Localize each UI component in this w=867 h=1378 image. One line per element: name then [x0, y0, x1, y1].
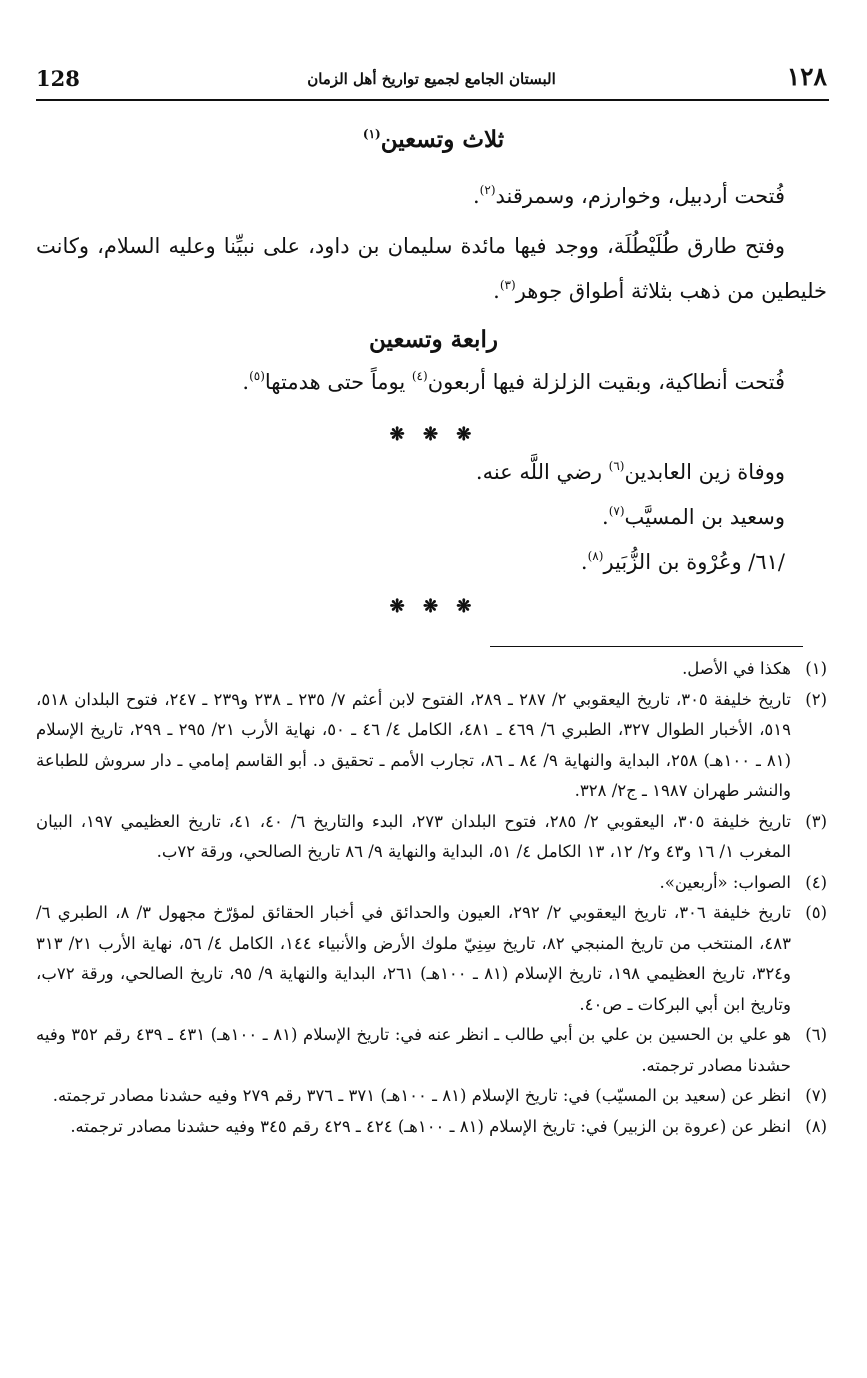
- paragraph-line: [242, 370, 785, 394]
- text: فُتحت أردبيل، وخوارزم، وسمرقند: [495, 184, 785, 208]
- period: .: [472, 184, 480, 208]
- footnote-number: (٨): [805, 1116, 827, 1136]
- footnote-rule: [490, 646, 803, 647]
- footnote-ref: (٨): [587, 549, 604, 563]
- footnote: [36, 654, 827, 685]
- footnote: [36, 868, 827, 899]
- footnote-text: تاريخ خليفة ٣٠٥، اليعقوبي ٢/ ٢٨٥، فتوح البلدان ٢٧٣، البدء والتاريخ ٦/ ٤٠، ٤١، تاريخ العظيمي ١٩٧، البيان المغرب ١/ ١٦ و٤٣ و٢/ ١٢، ١٣ الكامل ٤/ ٥١، البداية والنهاية ٩/ ٨٦ تاريخ الصالحي، ورقة ٧٢ب.: [36, 811, 791, 861]
- text: رضي اللَّه عنه.: [475, 460, 609, 484]
- page-number-latin: 128: [36, 66, 80, 91]
- footnote-text: تاريخ خليفة ٣٠٦، تاريخ اليعقوبي ٢/ ٢٩٢، العيون والحدائق في أخبار الحقائق لمؤرّخ مجهول ٣/ ٨، الطبري ٦/ ٤٨٣، المنتخب من تاريخ المنبجي ٨٢، تاريخ سِنِيّ ملوك الأرض والأنبياء ١٤٤، الكامل ٤/ ٥٦، نهاية الأرب ٢١/ ٣١٣ و٣٢٤، تاريخ العظيمي ١٩٨، تاريخ الإسلام (٨١ ـ ١٠٠هـ) ٢٦١، البداية والنهاية ٩/ ٩٥، تاريخ الصالحي، ورقة ٧٢ب، وتاريخ ابن أبي البركات ـ ص٤٠.: [36, 903, 792, 1014]
- paragraph-line: [473, 184, 827, 208]
- section-separator: ❋ ❋ ❋: [389, 596, 478, 617]
- footnote-number: (٣): [805, 811, 827, 831]
- running-header: [36, 62, 827, 98]
- text: /٦١/ وعُرْوة بن الزُّبَير: [603, 550, 785, 574]
- death-notice: [476, 460, 785, 484]
- footnote-number: (٢): [805, 689, 827, 709]
- footnote-ref: (٤): [411, 369, 428, 383]
- footnote-ref: (١): [362, 127, 381, 141]
- paragraph: [36, 224, 827, 314]
- footnote-ref: (٥): [249, 369, 265, 383]
- page-number-arabic: ١٢٨: [786, 62, 827, 91]
- text: وسعيد بن المسيَّب: [624, 505, 785, 529]
- footnote-text: انظر عن (عروة بن الزبير) في: تاريخ الإسلام (٨١ ـ ١٠٠هـ) ٤٢٤ ـ ٤٢٩ رقم ٣٤٥ وفيه حشدنا مصادر ترجمته.: [70, 1116, 791, 1136]
- footnote: [36, 898, 827, 1020]
- footnote-number: (١): [805, 659, 827, 678]
- footnote-text: الصواب: «أربعين».: [659, 872, 791, 892]
- section-separator: ❋ ❋ ❋: [389, 424, 478, 445]
- death-notice: [581, 550, 785, 574]
- section-heading-94: رابعة وتسعين: [369, 326, 498, 353]
- footnote-text: انظر عن (سعيد بن المسيّب) في: تاريخ الإسلام (٨١ ـ ١٠٠هـ) ٣٧١ ـ ٣٧٦ رقم ٢٧٩ وفيه حشدنا مصادر ترجمته.: [52, 1086, 791, 1105]
- period: .: [493, 279, 500, 303]
- footnotes: [36, 654, 827, 1142]
- text: ووفاة زين العابدين: [624, 460, 785, 484]
- footnote-number: (٤): [805, 872, 827, 892]
- footnote-text: هكذا في الأصل.: [682, 659, 791, 678]
- footnote-ref: (٧): [608, 504, 625, 518]
- footnote-ref: (٣): [499, 278, 516, 292]
- footnote-text: تاريخ خليفة ٣٠٥، تاريخ اليعقوبي ٢/ ٢٨٧ ـ ٢٨٩، الفتوح لابن أعثم ٧/ ٢٣٥ ـ ٢٣٨ و٢٣٩ ـ ٢٤٧، فتوح البلدان ٥١٨، ٥١٩، الأخبار الطوال ٣٢٧، الطبري ٦/ ٤٦٩ ـ ٤٨١، الكامل ٤/ ٤٦ ـ ٥٠، نهاية الأرب ٢١/ ٢٩٥ ـ ٢٩٩، تاريخ الإسلام (٨١ ـ ١٠٠هـ) ٢٥٨، البداية والنهاية ٩/ ٨٤ ـ ٨٦، تجارب الأمم ـ تحقيق د. أبو القاسم إمامي ـ دار سروش للطباعة والنشر طهران ١٩٨٧ ـ ج٢/ ٣٢٨.: [36, 689, 792, 800]
- text: يوماً حتى هدمتها: [264, 370, 412, 394]
- footnote-text: هو علي بن الحسين بن علي بن أبي طالب ـ انظر عنه في: تاريخ الإسلام (٨١ ـ ١٠٠هـ) ٤٣١ ـ ٤٣٩ رقم ٣٥٢ وفيه حشدنا مصادر ترجمته.: [36, 1025, 792, 1075]
- period: .: [580, 550, 588, 574]
- heading-text: ثلاث وتسعين: [380, 126, 505, 153]
- footnote: [36, 1112, 827, 1143]
- footnote-number: (٧): [805, 1086, 827, 1105]
- book-title: البستان الجامع لجميع تواريخ أهل الزمان: [307, 70, 556, 88]
- death-notice: [602, 505, 785, 529]
- section-heading-93: [0, 126, 867, 153]
- footnote-number: (٦): [805, 1025, 827, 1044]
- footnote: [36, 807, 827, 868]
- footnote: [36, 685, 827, 807]
- footnote-ref: (٦): [608, 459, 625, 473]
- header-rule: [36, 99, 829, 101]
- footnote-ref: (٢): [479, 183, 496, 197]
- period: .: [602, 505, 609, 529]
- text: فُتحت أنطاكية، وبقيت الزلزلة فيها أربعون: [427, 370, 785, 394]
- footnote-number: (٥): [805, 903, 827, 922]
- text: وفتح طارق طُلَيْطُلَة، ووجد فيها مائدة سليمان بن داود، على نبيِّنا وعليه السلام، وكانت خليطين من ذهب بثلاثة أطواق جوهر: [36, 234, 827, 303]
- footnote: [36, 1020, 827, 1081]
- period: .: [242, 370, 250, 394]
- footnote: [36, 1081, 827, 1112]
